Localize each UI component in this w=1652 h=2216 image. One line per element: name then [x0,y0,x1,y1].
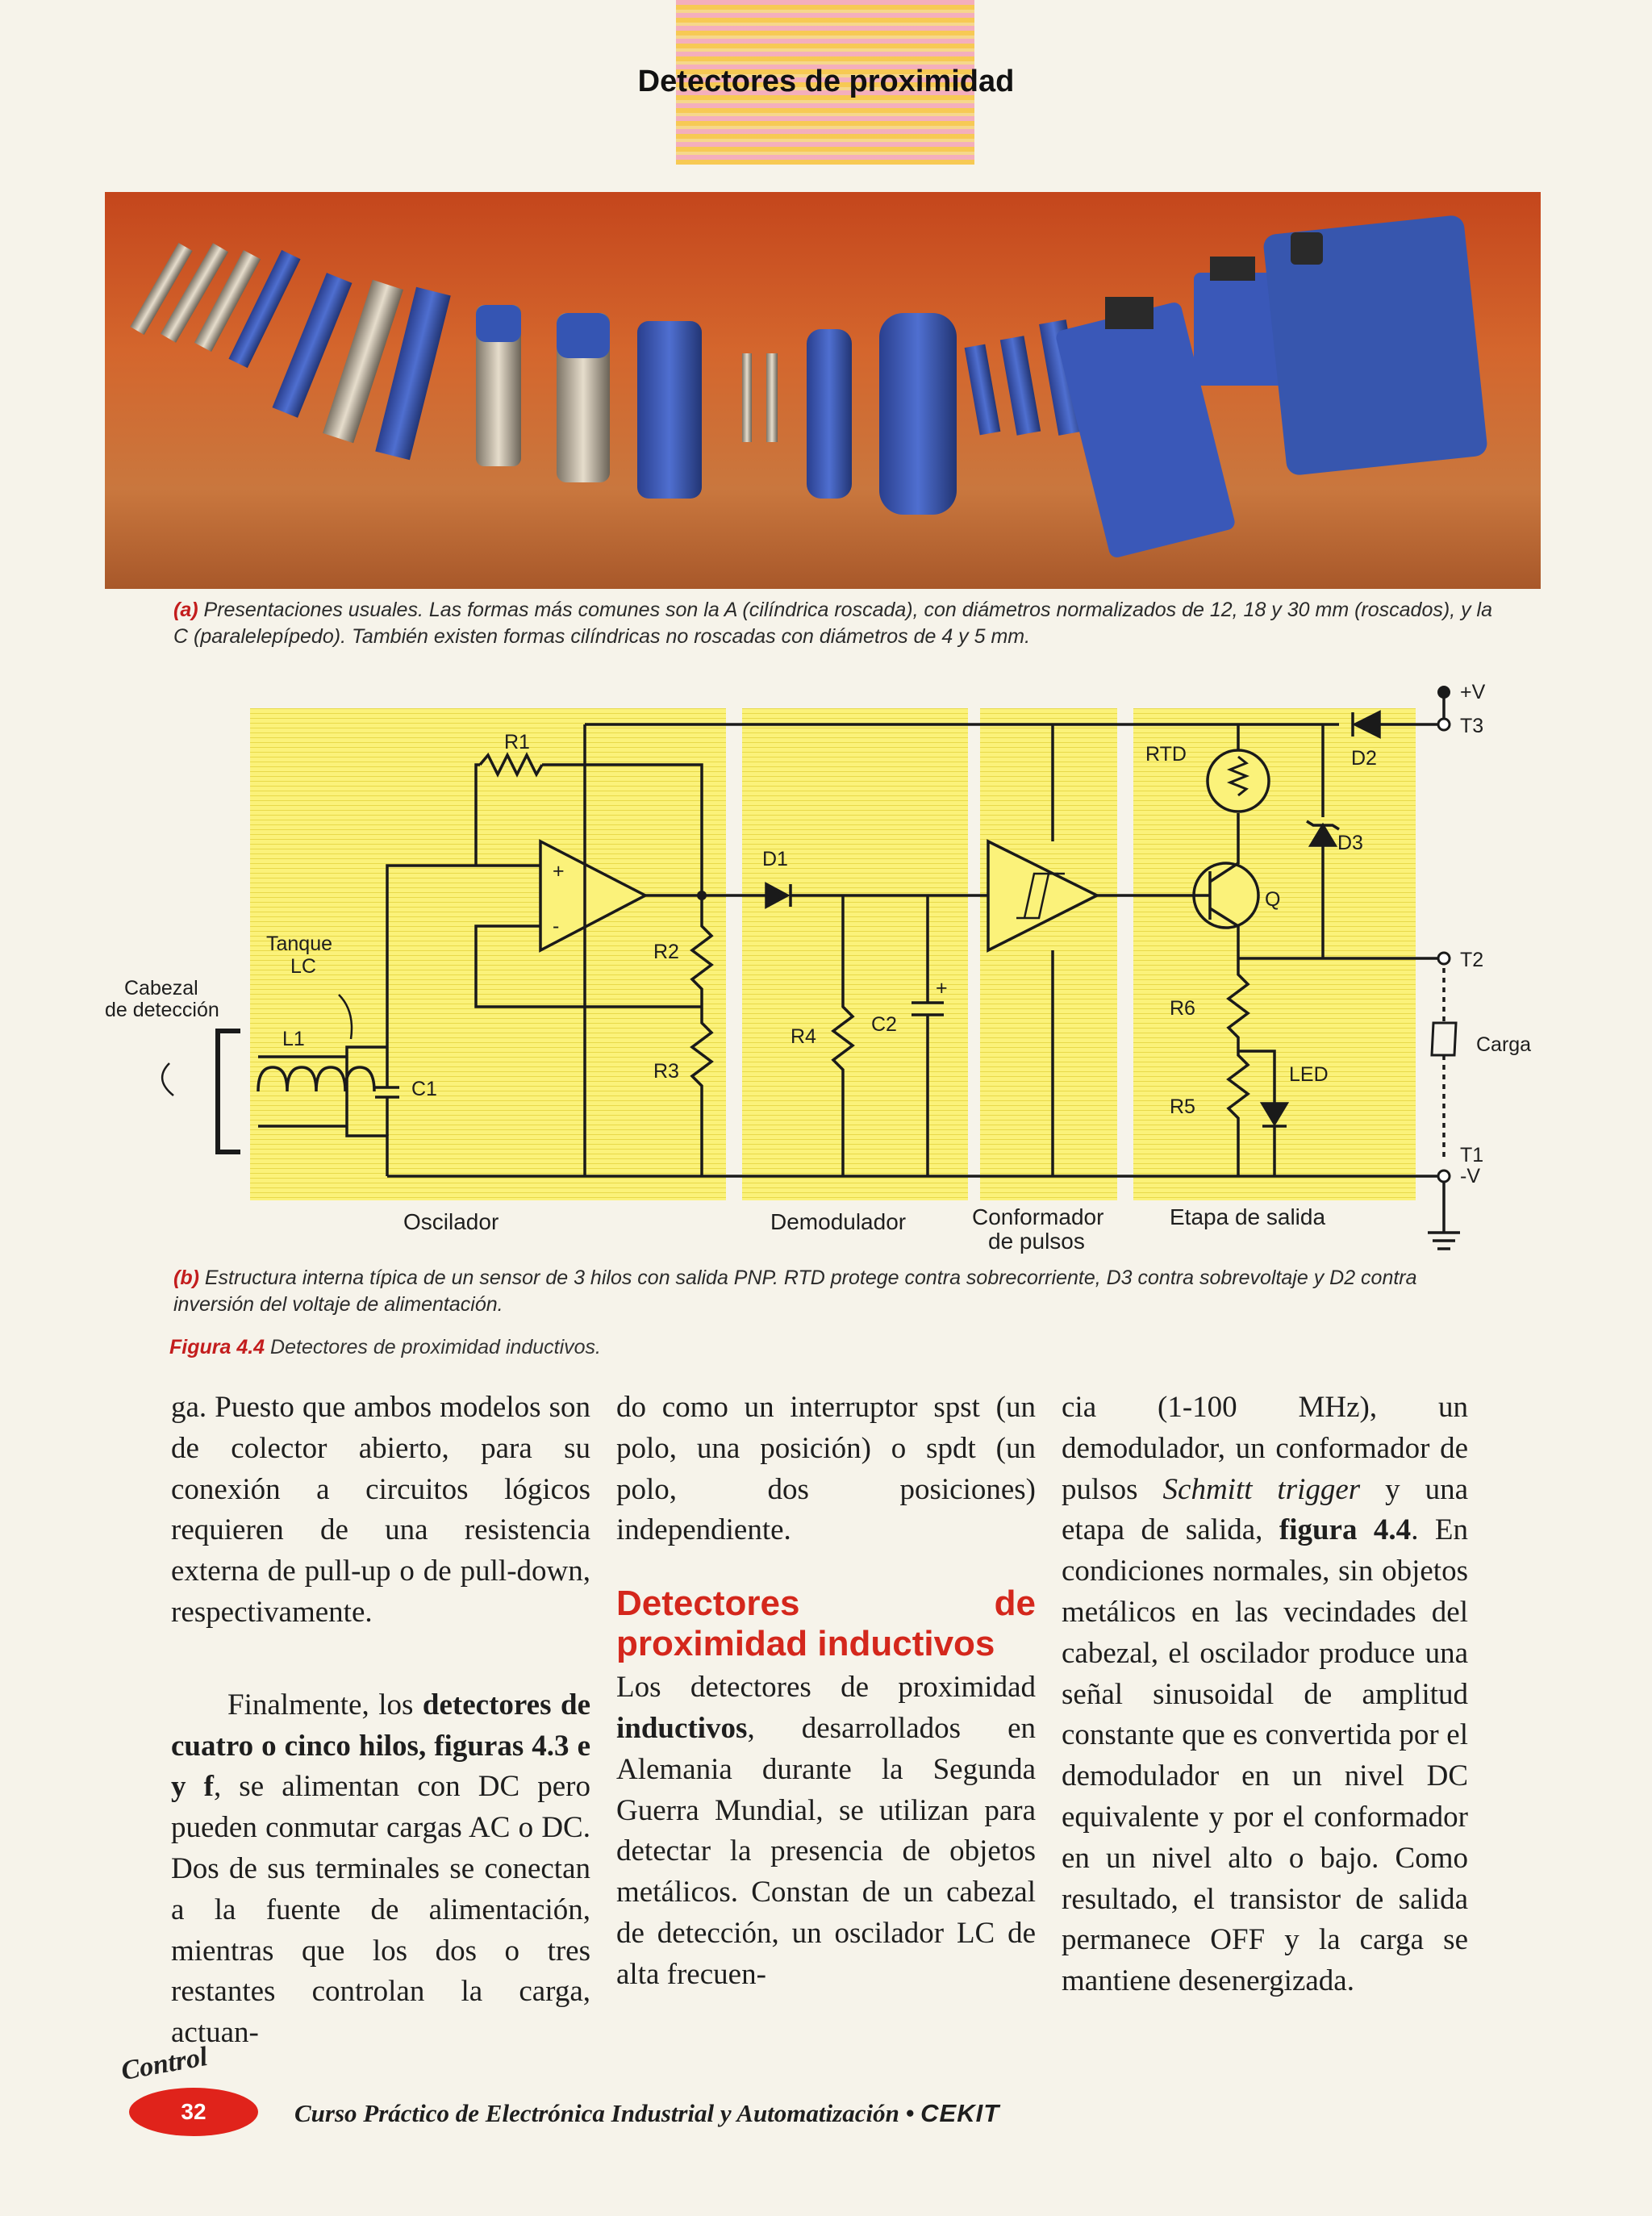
figure-a-text: Presentaciones usuales. Las formas más comunes son la A (cilíndrica roscada), con diámetros normalizados de 12, 18 y 30 mm (roscados), y la C (paralelepípedo). También existen formas cilíndricas no roscadas con diámetros de 4 y 5 mm. [173,599,1492,648]
figure-title [169,1334,895,1361]
sensor-cyl-1 [807,329,852,499]
sensor-rect-2 [1000,336,1041,435]
label-c2: C2 [871,1013,897,1036]
col1-p2-text-c: , se alimentan con DC pero pueden conmutar cargas AC o DC. Dos de sus terminales se conectan a la fuente de alimentación, mientras que los dos o tres restantes controlan la carga, actuan- [171,1770,590,2050]
sensor-photo [105,192,1541,589]
text-column-1 [171,1388,590,2054]
sensor-threaded-5 [557,313,610,482]
label-c1: C1 [411,1078,437,1100]
col3-text-a: cia (1-100 MHz), un demodulador, un conformador de pulsos [1062,1391,1468,1506]
col3-italic: Schmitt trigger [1162,1472,1361,1506]
label-tanque-1: Tanque [266,933,333,955]
label-d2: D2 [1351,747,1377,770]
sensor-mini-2 [766,353,778,442]
label-pv: +V [1460,684,1486,703]
label-tanque-2: LC [290,955,316,978]
label-mv: -V [1460,1165,1480,1187]
footer-text [294,2099,999,2128]
label-t2: T2 [1460,949,1484,971]
figure-b-caption [173,1265,1432,1318]
col3-bold: figura 4.4 [1279,1513,1412,1547]
label-plus: + [553,860,565,883]
label-l1: L1 [282,1028,305,1050]
section-heading: Detectores de proximidad inductivos [616,1584,1036,1664]
label-d3: D3 [1337,832,1363,854]
col1-paragraph-2 [171,1685,590,2054]
label-r4: R4 [791,1025,816,1048]
footer-brand: CEKIT [920,2099,1000,2127]
footer-logo-word: Control [119,2041,211,2087]
block-label-etapa: Etapa de salida [1170,1204,1326,1229]
sensor-cyl-2 [879,313,957,515]
sensor-mini-1 [742,353,752,442]
label-r2: R2 [653,941,679,963]
label-r3: R3 [653,1060,679,1083]
label-t3: T3 [1460,715,1484,737]
label-carga: Carga [1476,1033,1532,1056]
col2-p2-text-a: Los detectores de proximidad [616,1671,1036,1705]
page-title: Detectores de proximidad [637,65,1015,98]
block-shaper [980,708,1117,1200]
figure-title-text: Detectores de proximidad inductivos. [270,1336,601,1358]
label-led: LED [1289,1063,1329,1086]
page-number: 32 [129,2088,258,2136]
label-t1: T1 [1460,1144,1484,1166]
col3-text-e: . En condiciones normales, sin objetos metálicos en las vecindades del cabezal, el oscilador produce una señal sinusoidal de amplitud constante que es convertida por el demodulador en un nivel DC equivalente y por el conformador en un nivel alto o bajo. Como resultado, el transistor de salida permanece OFF y la carga se mantiene desenergizada. [1062,1513,1468,1998]
label-minus: - [553,915,560,937]
col3-text-c: y una etapa de salida, [1062,1472,1469,1547]
col2-p2-text-c: , desarrollados en Alemania durante la Segunda Guerra Mundial, se utilizan para detectar la presencia de objetos metálicos. Constan de un cabezal de detección, un oscilador LC de alta frecuen- [616,1711,1036,1991]
label-cplus: + [936,977,948,999]
col2-p2-bold: inductivos [616,1711,748,1745]
sensor-block-3 [1262,215,1488,476]
text-column-3 [1062,1388,1468,2002]
figure-b-tag: (b) [173,1267,199,1289]
block-label-pulsos: de pulsos [988,1229,1085,1254]
figure-title-tag: Figura 4.4 [169,1336,265,1358]
label-cabezal-2: de detección [105,999,219,1021]
label-cabezal-1: Cabezal [124,977,198,999]
label-r1: R1 [504,731,530,753]
circuit-diagram [97,684,1589,1265]
figure-a-tag: (a) [173,599,198,621]
sensor-threaded-4 [476,305,521,466]
block-label-oscilador: Oscilador [403,1209,499,1234]
block-label-demodulador: Demodulador [770,1209,907,1234]
col1-p2-text-a: Finalmente, los [227,1688,423,1721]
label-rtd: RTD [1145,743,1187,766]
col1-p2-bold: detectores de cuatro o cinco hilos, figuras 4.3 e y f [171,1688,590,1804]
label-r6: R6 [1170,997,1195,1020]
label-q: Q [1265,888,1281,911]
block-label-conformador: Conformador [972,1204,1104,1229]
col3-paragraph-1 [1062,1388,1468,2002]
sensor-rect-1 [965,344,1001,436]
figure-a-caption [173,597,1496,650]
footer-course: Curso Práctico de Electrónica Industrial y Automatización • [294,2099,921,2127]
sensor-threaded-6 [637,321,702,499]
label-d1: D1 [762,848,788,870]
col2-paragraph-2 [616,1667,1036,1995]
label-r5: R5 [1170,1095,1195,1118]
text-column-2 [616,1388,1036,1996]
col2-paragraph-1: do como un interruptor spst (un polo, una posición) o spdt (un polo, dos posiciones) independiente. [616,1391,1036,1547]
figure-b-text: Estructura interna típica de un sensor de 3 hilos con salida PNP. RTD protege contra sobrecorriente, D3 contra sobrevoltaje y D2 contra inversión del voltaje de alimentación. [173,1267,1417,1316]
col1-paragraph-1: ga. Puesto que ambos modelos son de colector abierto, para su conexión a circuitos lógicos requieren de una resistencia externa de pull-up o de pull-down, respectivamente. [171,1391,590,1629]
block-demodulator [742,708,968,1200]
